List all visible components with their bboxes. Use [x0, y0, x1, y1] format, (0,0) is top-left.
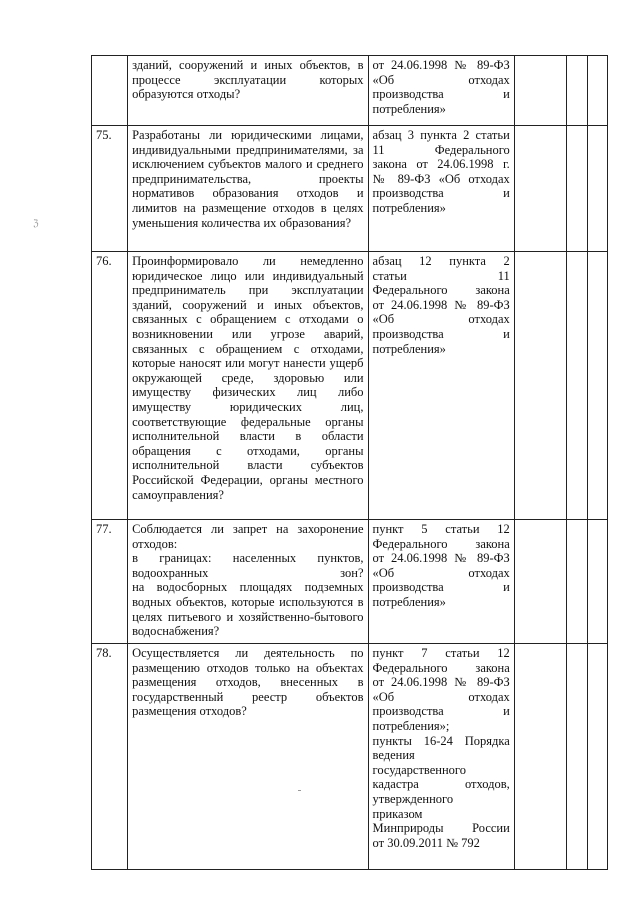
question-text-line: исполнительной власти в области	[132, 429, 364, 444]
law-reference-line: «Об отходах	[372, 689, 510, 704]
question-cell	[128, 252, 368, 520]
law-reference-line: пункты 16-24 Порядка	[372, 733, 510, 748]
question-text-line: процессе эксплуатации которых	[132, 72, 364, 87]
question-text-line: государственный реестр объектов	[132, 689, 364, 704]
law-reference-line: приказом	[372, 806, 423, 821]
empty-cell	[566, 252, 587, 520]
empty-cell	[514, 126, 566, 252]
empty-cell	[514, 520, 566, 644]
law-reference-line: пункт 5 статьи 12	[372, 522, 510, 536]
law-reference-line: пункт 7 статьи 12	[372, 646, 510, 660]
row-number: 77.	[92, 520, 128, 644]
row-number: 76.	[92, 252, 128, 520]
table-row	[92, 126, 608, 252]
question-cell	[128, 126, 368, 252]
law-reference-line: абзац 12 пункта 2	[372, 254, 510, 268]
question-text-line: которые наносят или могут нанести ущерб	[132, 356, 364, 371]
law-reference-line: производства и	[372, 326, 510, 341]
question-text-line: предприниматель при эксплуатации	[132, 283, 364, 298]
empty-cell	[587, 252, 607, 520]
empty-cell	[514, 252, 566, 520]
question-text-line: отходов:	[132, 536, 178, 551]
law-reference-line: № 89-ФЗ «Об отходах	[372, 171, 510, 186]
question-text-line: Российской Федерации, органы местного	[132, 472, 364, 487]
law-reference-line: абзац 3 пункта 2 статьи	[372, 128, 510, 142]
law-reference-line: государственного	[372, 762, 466, 777]
question-text-line: связанных с обращением с отходами о	[132, 312, 364, 327]
question-text-line: образуются отходы?	[132, 87, 241, 102]
checklist-table	[91, 55, 608, 870]
law-reference-line: закона от 24.06.1998 г.	[372, 157, 510, 172]
question-text-line: зданий, сооружений и иных объектов,	[132, 297, 364, 312]
law-reference-line: Минприроды России	[372, 821, 510, 836]
question-text-line: исполнительной власти субъектов	[132, 458, 364, 473]
question-text-line: водных объектов, которые используются в	[132, 594, 364, 609]
question-cell	[128, 644, 368, 870]
empty-cell	[514, 644, 566, 870]
law-reference-line: потребления»;	[372, 718, 450, 733]
law-reference-cell	[368, 520, 514, 644]
law-reference-line: производства и	[372, 580, 510, 595]
question-text-line: зданий, сооружений и иных объектов, в	[132, 58, 364, 72]
question-text-line: размещения отходов, внесенных в	[132, 675, 364, 690]
question-text-line: водоснабжения?	[132, 624, 220, 639]
empty-cell	[587, 56, 607, 126]
empty-cell	[566, 126, 587, 252]
table-row	[92, 520, 608, 644]
law-reference-line: от 30.09.2011 № 792	[372, 835, 480, 850]
empty-cell	[566, 644, 587, 870]
question-text-line: имуществу физических лиц либо	[132, 385, 364, 400]
question-text-line: Соблюдается ли запрет на захоронение	[132, 522, 364, 536]
law-reference-line: 11 Федерального	[372, 142, 510, 157]
question-text-line: окружающей среде, здоровью или	[132, 370, 364, 385]
question-text-line: исключением субъектов малого и среднего	[132, 157, 364, 172]
question-text-line: возникновении или угрозе аварий,	[132, 326, 364, 341]
law-reference-line: Федерального закона	[372, 660, 510, 675]
table-row	[92, 252, 608, 520]
law-reference-cell	[368, 56, 514, 126]
law-reference-line: от 24.06.1998 № 89-ФЗ	[372, 551, 510, 566]
question-text-line: уменьшения количества их образования?	[132, 215, 351, 230]
question-text-line: обращения с отходами, органы	[132, 443, 364, 458]
question-text-line: целях питьевого и хозяйственно-бытового	[132, 609, 364, 624]
question-text-line: размещения отходов?	[132, 704, 247, 719]
question-text-line: нормативов образования отходов и	[132, 186, 364, 201]
empty-cell	[587, 520, 607, 644]
question-text-line: индивидуальными предпринимателями, за	[132, 142, 364, 157]
question-text-line: имуществу юридических лиц,	[132, 399, 364, 414]
law-reference-line: ведения	[372, 748, 415, 763]
law-reference-cell	[368, 126, 514, 252]
law-reference-line: статьи 11	[372, 268, 510, 283]
question-text-line: водоохранных зон?	[132, 565, 364, 580]
question-text-line: Разработаны ли юридическими лицами,	[132, 128, 364, 142]
question-text-line: Проинформировало ли немедленно	[132, 254, 364, 268]
law-reference-line: утвержденного	[372, 791, 454, 806]
empty-cell	[587, 126, 607, 252]
question-text-line: Осуществляется ли деятельность по	[132, 646, 364, 660]
law-reference-cell	[368, 252, 514, 520]
law-reference-line: производства и	[372, 704, 510, 719]
table-row	[92, 644, 608, 870]
empty-cell	[587, 644, 607, 870]
law-reference-line: производства и	[372, 87, 510, 102]
question-cell	[128, 520, 368, 644]
law-reference-line: производства и	[372, 186, 510, 201]
margin-mark: ℨ	[33, 218, 39, 228]
law-reference-line: «Об отходах	[372, 312, 510, 327]
law-reference-line: от 24.06.1998 № 89-ФЗ	[372, 297, 510, 312]
question-text-line: самоуправления?	[132, 487, 224, 502]
law-reference-line: Федерального закона	[372, 283, 510, 298]
question-cell	[128, 56, 368, 126]
question-text-line: в границах: населенных пунктов,	[132, 551, 364, 566]
table-row	[92, 56, 608, 126]
question-text-line: размещению отходов только на объектах	[132, 660, 364, 675]
row-number: 78.	[92, 644, 128, 870]
question-text-line: юридическое лицо или индивидуальный	[132, 268, 364, 283]
empty-cell	[514, 56, 566, 126]
row-number: 75.	[92, 126, 128, 252]
empty-cell	[566, 56, 587, 126]
empty-cell	[566, 520, 587, 644]
law-reference-line: Федерального закона	[372, 536, 510, 551]
question-text-line: лимитов на размещение отходов в целях	[132, 200, 364, 215]
question-text-line: связанных с обращением с отходами,	[132, 341, 364, 356]
law-reference-line: потребления»	[372, 341, 446, 356]
question-text-line: соответствующие федеральные органы	[132, 414, 364, 429]
law-reference-line: потребления»	[372, 200, 446, 215]
law-reference-cell	[368, 644, 514, 870]
question-text-line: на водосборных площадях подземных	[132, 580, 364, 595]
row-number	[92, 56, 128, 126]
law-reference-line: «Об отходах	[372, 565, 510, 580]
law-reference-line: потребления»	[372, 101, 446, 116]
law-reference-line: потребления»	[372, 594, 446, 609]
question-text-line: предпринимательства, проекты	[132, 171, 364, 186]
law-reference-line: «Об отходах	[372, 72, 510, 87]
law-reference-line: от 24.06.1998 № 89-ФЗ	[372, 58, 510, 72]
law-reference-line: от 24.06.1998 № 89-ФЗ	[372, 675, 510, 690]
law-reference-line: кадастра отходов,	[372, 777, 510, 792]
